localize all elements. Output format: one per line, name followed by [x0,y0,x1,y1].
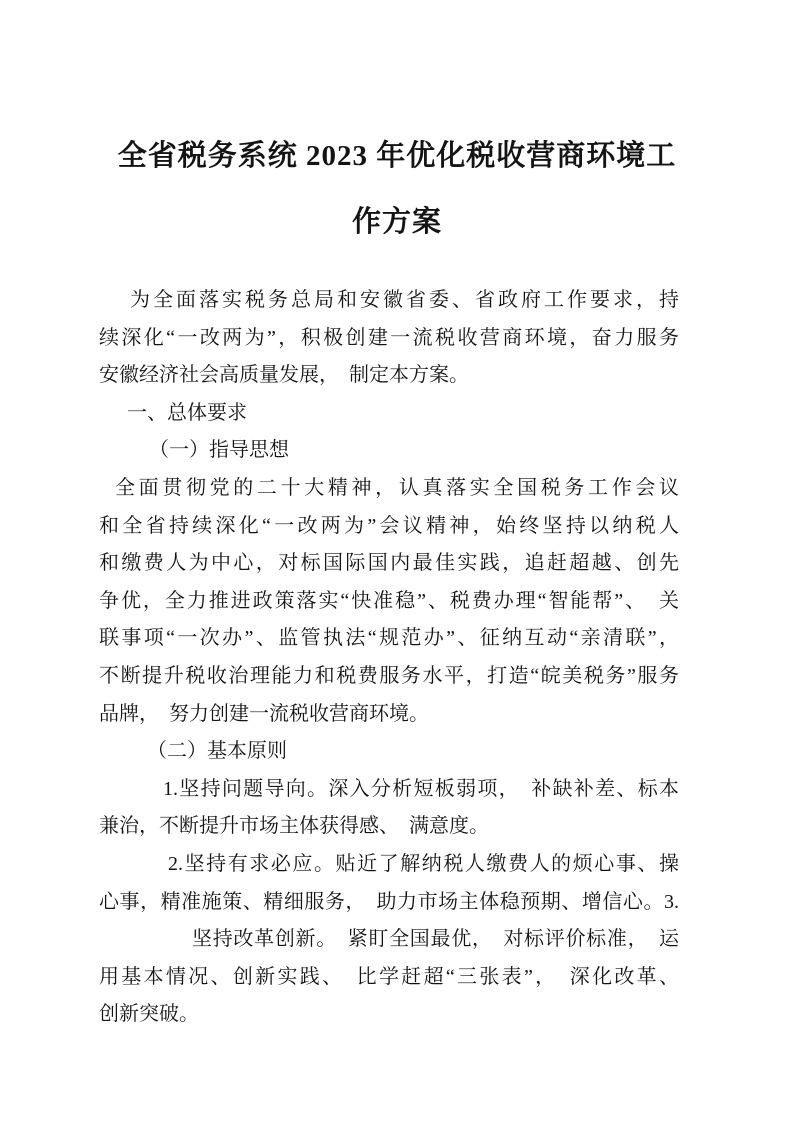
heading-basic-principles [99,733,679,771]
document-title [56,123,738,255]
heading-overall-requirements [99,395,679,433]
guiding-ideology-paragraph [99,470,679,733]
text-line: 联事项“一次办”、监管执法“规范办”、征纳互动“亲清联”， [99,627,679,650]
principle-3-paragraph [99,921,679,1034]
text-line: 2.坚持有求必应。贴近了解纳税人缴费人的烦心事、操 [168,852,679,875]
text-line: 全面贯彻党的二十大精神，认真落实全国税务工作会议 [115,476,679,499]
text-line: 安徽经济社会高质量发展， 制定本方案。 [99,364,469,387]
intro-paragraph [99,282,679,395]
text-line: （二）基本原则 [147,740,287,763]
text-line: 用基本情况、创新实践、 比学赶超“三张表”， 深化改革、 [99,965,679,988]
text-line: 1.坚持问题导向。深入分析短板弱项， 补缺补差、标本 [163,777,679,800]
text-line: 争优，全力推进政策落实“快准稳”、税费办理“智能帮”、 关 [99,589,679,612]
heading-guiding-ideology [99,432,679,470]
document-title-line-1: 全省税务系统 2023 年优化税收营商环境工 [117,140,677,172]
text-line: 品牌， 努力创建一流税收营商环境。 [99,702,429,725]
document-body [99,282,679,1034]
principle-2-paragraph [99,846,679,921]
principle-1-paragraph [99,771,679,846]
text-line: 一、总体要求 [127,401,247,424]
text-line: （一）指导思想 [149,439,289,462]
text-line: 兼治，不断提升市场主体获得感、 满意度。 [99,815,489,838]
text-line: 为全面落实税务总局和安徽省委、省政府工作要求，持 [130,289,679,311]
text-line: 不断提升税收治理能力和税费服务水平，打造“皖美税务”服务 [99,664,679,687]
text-line: 和缴费人为中心，对标国际国内最佳实践，追赶超越、创先 [99,552,679,575]
text-line: 创新突破。 [99,1003,199,1026]
text-line: 心事，精准施策、精细服务， 助力市场主体稳预期、增信心。3. [99,890,679,913]
document-title-line-2: 作方案 [351,206,442,238]
text-line: 续深化“一改两为”，积极创建一流税收营商环境，奋力服务 [99,326,679,349]
text-line: 坚持改革创新。 紧盯全国最优， 对标评价标准， 运 [192,928,679,951]
text-line: 和全省持续深化“一改两为”会议精神，始终坚持以纳税人 [99,514,679,537]
